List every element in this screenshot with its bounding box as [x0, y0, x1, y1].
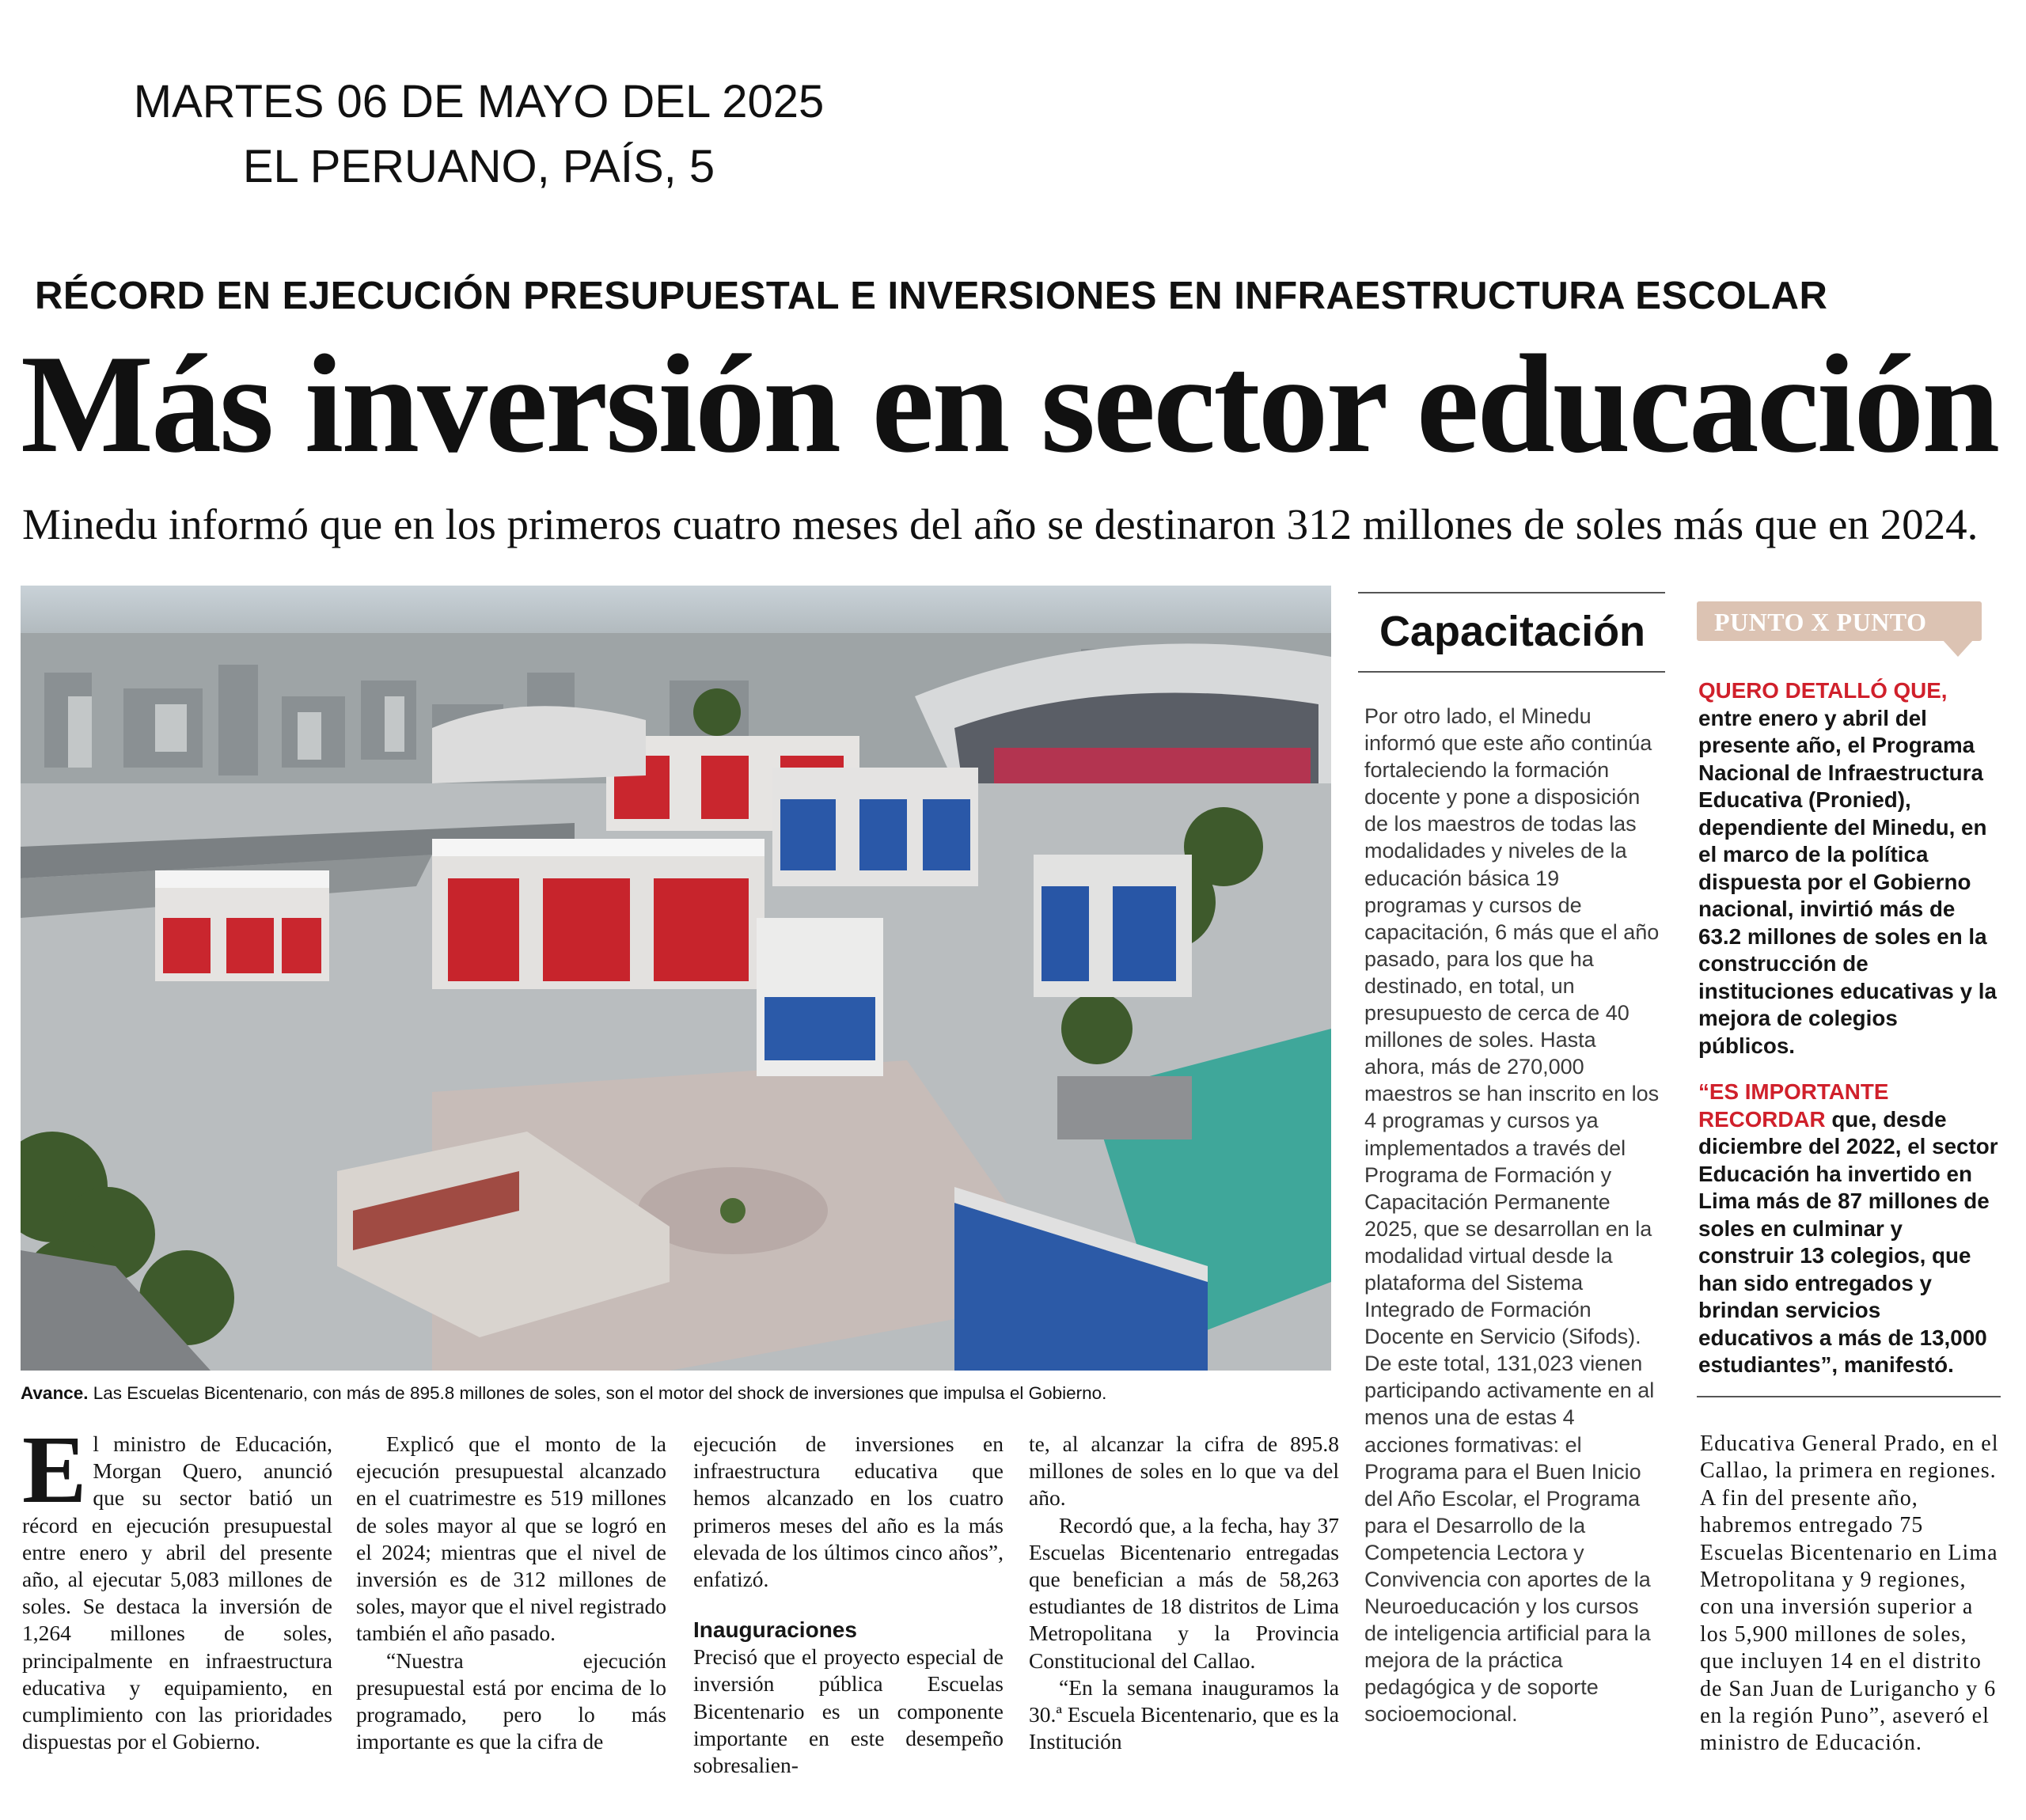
article-column-1 — [22, 1416, 332, 1755]
subhead-inauguraciones: Inauguraciones — [693, 1617, 857, 1643]
article-headline: Más inversión en sector educación — [21, 325, 1998, 482]
punto-2-text: que, desde diciembre del 2022, el sector Educación ha invertido en Lima más de 87 millones de soles en culminar y construir 13 colegios, que han sido entregados y brindan servicios educativos a más de 13,000 estudiantes”, manifestó. — [1698, 1106, 1998, 1377]
punto-x-punto-rule — [1697, 1396, 2001, 1397]
column-4-paragraph-1: te, al alcanzar la cifra de 895.8 millones de soles en lo que va del año. — [1029, 1431, 1339, 1511]
punto-x-punto-paragraph-2 — [1698, 1079, 1999, 1379]
punto-2-lead: “ES IMPORTANTE RECORDAR — [1698, 1079, 1889, 1132]
punto-x-punto-column — [1698, 677, 1999, 1379]
column-2-paragraph-1: Explicó que el monto de la ejecución presupuestal alcanzado en el cuatrimestre es 519 millones de soles mayor al que se logró en el 2024; mientras que el nivel de inversión es de 312 millones de soles, mayor que el nivel registrado también el año pasado. — [356, 1431, 666, 1646]
publication-date: MARTES 06 DE MAYO DEL 2025 — [133, 76, 825, 127]
punto-x-punto-badge — [1697, 601, 1982, 649]
capacitacion-body: Por otro lado, el Minedu informó que este año continúa fortaleciendo la formación docente y pone a disposición de los maestros de todas las modalidades y niveles de la educación básica 19 programas y cursos de capacitación, 6 más que el año pasado, para los que ha destinado, en total, un presupuesto de cerca de 40 millones de soles. Hasta ahora, más de 270,000 maestros se han inscrito en los 4 programas y cursos ya implementados a través del Programa de Formación y Capacitación Permanente 2025, que se desarrollan en la modalidad virtual desde la plataforma del Sistema Integrado de Formación Docente en Servicio (Sifods). De este total, 131,023 vienen participando activamente en al menos una de estas 4 acciones formativas: el Programa para el Buen Inicio del Año Escolar, el Programa para el Desarrollo de la Competencia Lectora y Convivencia con aportes de la Neuroeducación y los cursos de inteligencia artificial para la mejora de la práctica pedagógica y de soporte socioemocional. — [1364, 704, 1660, 1727]
punto-x-punto-paragraph-1 — [1698, 677, 1999, 1060]
column-3-paragraph-2: Precisó que el proyecto especial de inversión pública Escuelas Bicentenario es un componente importante en este desempeño sobresalien- — [693, 1644, 1004, 1778]
article-column-2 — [356, 1431, 666, 1755]
article-kicker: RÉCORD EN EJECUCIÓN PRESUPUESTAL E INVERSIONES EN INFRAESTRUCTURA ESCOLAR — [35, 275, 1828, 317]
caption-text: Las Escuelas Bicentenario, con más de 895.8 millones de soles, son el motor del shock de inversiones que impulsa el Gobierno. — [88, 1383, 1107, 1403]
column-1-text: l ministro de Educación, Morgan Quero, anunció que su sector batió un récord en ejecución presupuestal entre enero y abril del presente año, al ejecutar 5,083 millones de soles. Se destaca la inversión de 1,264 millones de soles, principalmente en infraestructura educativa y equipamiento, en cumplimiento con las prioridades dispuestas por el Gobierno. — [22, 1431, 332, 1754]
column-3-paragraph-1: ejecución de inversiones en infraestructura educativa que hemos alcanzado en los cuatro primeros meses del año es la más elevada de los últimos cinco años”, enfatizó. — [693, 1431, 1004, 1592]
column-2-paragraph-2: “Nuestra ejecución presupuestal está por encima de lo programado, pero lo más importante es que la cifra de — [356, 1647, 666, 1754]
article-continuation-column: Educativa General Prado, en el Callao, la primera en regiones. A fin del presente año, habremos entregado 75 Escuelas Bicentenario en Lima Metropolitana y 9 regiones, con una inversión superior a los 5,900 millones de soles, que incluyen 14 en el distrito de San Juan de Lurigancho y 6 en la región Puno”, aseveró el ministro de Educación. — [1700, 1431, 1999, 1756]
capacitacion-rule-bottom — [1358, 671, 1665, 673]
capacitacion-title: Capacitación — [1379, 608, 1646, 655]
column-4-paragraph-2: Recordó que, a la fecha, hay 37 Escuelas Bicentenario entregadas que benefician a más de 58,263 estudiantes de 18 distritos de Lima Metropolitana y la Provincia Constitucional del Callao. — [1029, 1512, 1339, 1673]
photo-caption — [21, 1382, 1334, 1405]
badge-tail-icon — [1942, 639, 1974, 657]
publication-info — [0, 70, 958, 199]
article-column-4 — [1029, 1431, 1339, 1755]
publication-source: EL PERUANO, PAÍS, 5 — [242, 141, 715, 192]
punto-1-text: entre enero y abril del presente año, el Programa Nacional de Infraestructura Educativa (Pronied), dependiente del Minedu, en el marco de la política dispuesta por el Gobierno nacional, invirtió más de 63.2 millones de soles en la construcción de instituciones educativas y la mejora de colegios públicos. — [1698, 705, 1997, 1058]
drop-cap: E — [22, 1416, 87, 1523]
capacitacion-rule-top — [1358, 592, 1665, 593]
punto-x-punto-label: PUNTO X PUNTO — [1714, 608, 1927, 636]
caption-label: Avance. — [21, 1383, 89, 1403]
article-subheadline: Minedu informó que en los primeros cuatro meses del año se destinaron 312 millones de soles más que en 2024. — [22, 500, 1979, 548]
article-photo — [21, 586, 1331, 1371]
column-4-paragraph-3: “En la semana inauguramos la 30.ª Escuela Bicentenario, que es la Institución — [1029, 1674, 1339, 1754]
punto-1-lead: QUERO DETALLÓ QUE, — [1698, 678, 1948, 703]
article-column-3 — [693, 1431, 1004, 1779]
